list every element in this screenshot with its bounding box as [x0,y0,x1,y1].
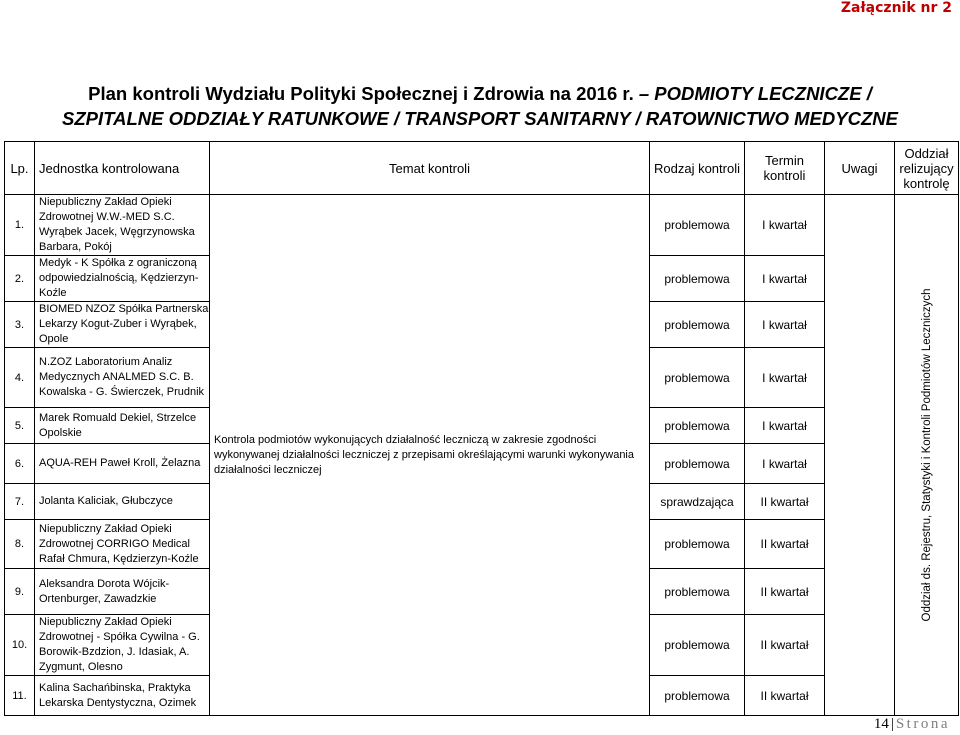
table-header-row [5,142,959,195]
row-number: 3. [5,302,35,348]
header-type: Rodzaj kontroli [650,142,745,195]
row-term: II kwartał [745,484,825,520]
row-number: 2. [5,256,35,302]
row-type: problemowa [650,676,745,716]
row-unit: N.ZOZ Laboratorium Analiz Medycznych ANALMED S.C. B. Kowalska - G. Świerczek, Prudnik [35,348,210,408]
row-unit: BIOMED NZOZ Spółka Partnerska Lekarzy Kogut-Zuber i Wyrąbek, Opole [35,302,210,348]
footer-separator: | [890,716,894,732]
page-title-line1 [0,82,960,106]
row-number: 9. [5,569,35,615]
row-unit: Niepubliczny Zakład Opieki Zdrowotnej - Spółka Cywilna - G. Borowik-Bzdzion, J. Idasiak, A. Zygmunt, Olesno [35,615,210,676]
row-term: I kwartał [745,444,825,484]
row-type: problemowa [650,569,745,615]
row-term: I kwartał [745,195,825,256]
header-topic: Temat kontroli [210,142,650,195]
row-number: 5. [5,408,35,444]
row-type: sprawdzająca [650,484,745,520]
annex-label: Załącznik nr 2 [840,0,952,16]
row-number: 7. [5,484,35,520]
notes-cell [825,195,895,716]
row-number: 11. [5,676,35,716]
title-italic: – PODMIOTY LECZNICZE / [633,83,872,104]
row-term: II kwartał [745,520,825,569]
page-word: Strona [895,716,950,732]
row-unit: AQUA-REH Paweł Kroll, Żelazna [35,444,210,484]
page-number: 14 [873,716,889,732]
row-unit: Kalina Sachańbinska, Praktyka Lekarska Dentystyczna, Ozimek [35,676,210,716]
row-term: I kwartał [745,256,825,302]
row-number: 1. [5,195,35,256]
row-type: problemowa [650,615,745,676]
row-type: problemowa [650,256,745,302]
row-number: 8. [5,520,35,569]
header-term: Termin kontroli [745,142,825,195]
row-unit: Niepubliczny Zakład Opieki Zdrowotnej W.W.-MED S.C. Wyrąbek Jacek, Węgrzynowska Barbara, Pokój [35,195,210,256]
row-term: I kwartał [745,302,825,348]
row-number: 10. [5,615,35,676]
department-label: Oddział ds. Rejestru, Statystyki i Kontroli Podmiotów Leczniczych [920,288,933,622]
header-notes: Uwagi [825,142,895,195]
title-main: Plan kontroli Wydziału Polityki Społecznej i Zdrowia na 2016 r. [88,83,634,104]
row-number: 4. [5,348,35,408]
page-footer [874,716,950,733]
row-type: problemowa [650,408,745,444]
row-type: problemowa [650,348,745,408]
row-type: problemowa [650,302,745,348]
control-plan-table [4,141,959,716]
department-cell [895,195,959,716]
row-term: I kwartał [745,408,825,444]
row-unit: Marek Romuald Dekiel, Strzelce Opolskie [35,408,210,444]
row-unit: Niepubliczny Zakład Opieki Zdrowotnej CORRIGO Medical Rafał Chmura, Kędzierzyn-Koźle [35,520,210,569]
row-type: problemowa [650,520,745,569]
row-type: problemowa [650,444,745,484]
row-type: problemowa [650,195,745,256]
title-subtitle: SZPITALNE ODDZIAŁY RATUNKOWE / TRANSPORT SANITARNY / RATOWNICTWO MEDYCZNE [62,108,898,129]
row-term: II kwartał [745,676,825,716]
row-unit: Medyk - K Spółka z ograniczoną odpowiedzialnością, Kędzierzyn-Koźle [35,256,210,302]
page-title-line2 [0,107,960,131]
row-unit: Aleksandra Dorota Wójcik-Ortenburger, Zawadzkie [35,569,210,615]
row-term: II kwartał [745,569,825,615]
header-lp: Lp. [5,142,35,195]
row-term: II kwartał [745,615,825,676]
table-row [5,195,959,256]
header-dept: Oddział relizujący kontrolę [895,142,959,195]
row-number: 6. [5,444,35,484]
row-unit: Jolanta Kaliciak, Głubczyce [35,484,210,520]
control-topic: Kontrola podmiotów wykonujących działalność leczniczą w zakresie zgodności wykonywanej działalności leczniczej z przepisami określającymi warunki wykonywania działalności leczniczej [210,195,650,716]
header-unit: Jednostka kontrolowana [35,142,210,195]
row-term: I kwartał [745,348,825,408]
